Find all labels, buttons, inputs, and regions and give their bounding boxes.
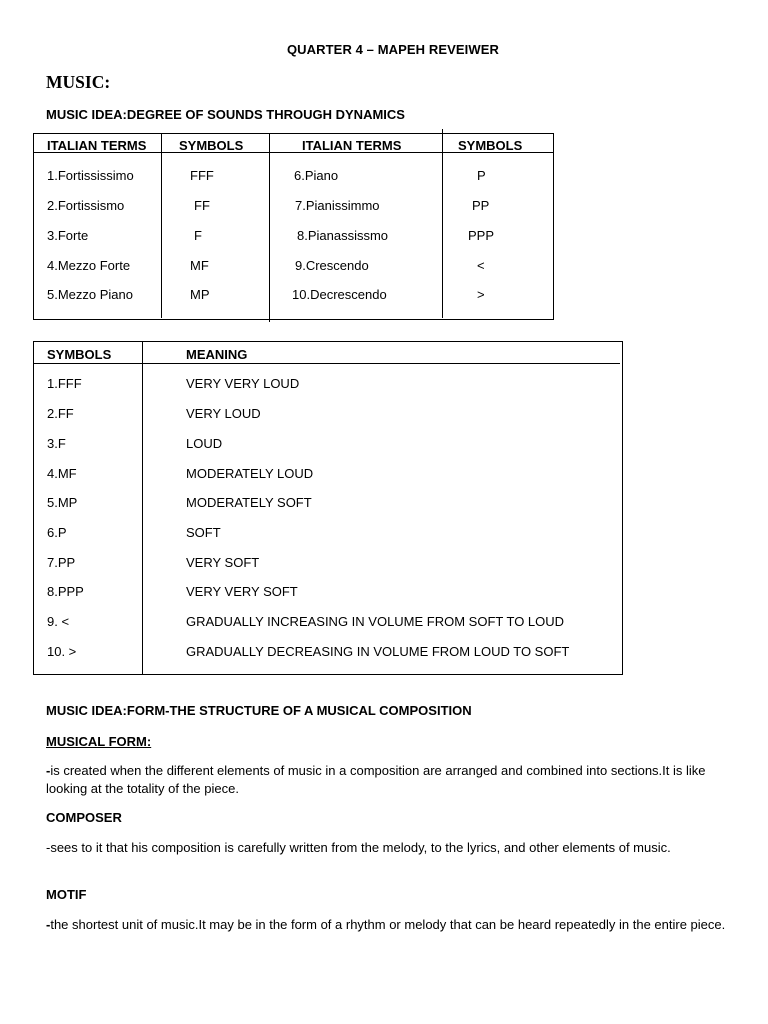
dynamics-meaning-table bbox=[33, 341, 623, 675]
table-header-cell: ITALIAN TERMS bbox=[47, 138, 147, 153]
definition-text: is created when the different elements of music in a composition are arranged and combined into sections.It is like looking at the totality of the piece. bbox=[46, 763, 706, 796]
table-header-divider bbox=[34, 363, 620, 364]
table-cell: 3.Forte bbox=[47, 228, 89, 243]
table-cell: PP bbox=[472, 198, 490, 213]
table-cell: 6.P bbox=[47, 525, 67, 540]
table-cell: 10.Decrescendo bbox=[292, 287, 387, 302]
motif-definition bbox=[46, 916, 726, 934]
column-divider bbox=[161, 134, 162, 318]
table-header-cell: SYMBOLS bbox=[458, 138, 523, 153]
table-cell: MF bbox=[190, 258, 209, 273]
table-cell: P bbox=[477, 168, 486, 183]
table-cell: MODERATELY SOFT bbox=[186, 495, 312, 510]
table-cell: 8.PPP bbox=[47, 584, 84, 599]
table-cell: 2.FF bbox=[47, 406, 74, 421]
table-cell: GRADUALLY INCREASING IN VOLUME FROM SOFT TO LOUD bbox=[186, 614, 565, 629]
table-cell: VERY VERY SOFT bbox=[186, 584, 298, 599]
table-cell: < bbox=[477, 258, 485, 273]
dynamics-terms-table bbox=[33, 133, 554, 320]
composer-heading: COMPOSER bbox=[46, 810, 122, 825]
document-title: QUARTER 4 – MAPEH REVEIWER bbox=[286, 42, 500, 57]
table-cell: GRADUALLY DECREASING IN VOLUME FROM LOUD TO SOFT bbox=[186, 644, 570, 659]
definition-dash: - bbox=[46, 763, 51, 778]
table-cell: 1.FFF bbox=[47, 376, 82, 391]
music-idea-dynamics: MUSIC IDEA:DEGREE OF SOUNDS THROUGH DYNAMICS bbox=[46, 107, 405, 122]
definition-text: the shortest unit of music.It may be in the form of a rhythm or melody that can be heard repeatedly in the entire piece. bbox=[50, 917, 726, 932]
musical-form-definition bbox=[46, 762, 726, 798]
table-cell: 9. < bbox=[47, 614, 70, 629]
definition-dash: - bbox=[46, 917, 51, 932]
table-cell: 3.F bbox=[47, 436, 66, 451]
table-cell: 8.Pianassissmo bbox=[297, 228, 389, 243]
table-cell: 7.Pianissimmo bbox=[295, 198, 380, 213]
column-divider bbox=[142, 342, 143, 674]
table-cell: PPP bbox=[468, 228, 495, 243]
table-cell: MP bbox=[190, 287, 210, 302]
table-cell: F bbox=[194, 228, 202, 243]
music-heading: MUSIC: bbox=[46, 72, 111, 92]
table-cell: VERY SOFT bbox=[186, 555, 260, 570]
table-cell: VERY LOUD bbox=[186, 406, 261, 421]
table-cell: LOUD bbox=[186, 436, 223, 451]
table-cell: 6.Piano bbox=[294, 168, 339, 183]
table-cell: 7.PP bbox=[47, 555, 76, 570]
table-cell: 4.MF bbox=[47, 466, 77, 481]
table-header-cell: ITALIAN TERMS bbox=[302, 138, 402, 153]
table-cell: 10. > bbox=[47, 644, 77, 659]
table-cell: 2.Fortissismo bbox=[47, 198, 125, 213]
table-cell: 4.Mezzo Forte bbox=[47, 258, 131, 273]
table-cell: FF bbox=[194, 198, 210, 213]
column-divider bbox=[269, 134, 270, 322]
table-cell: MODERATELY LOUD bbox=[186, 466, 314, 481]
table-cell: 5.MP bbox=[47, 495, 78, 510]
table-cell: 5.Mezzo Piano bbox=[47, 287, 133, 302]
musical-form-heading: MUSICAL FORM: bbox=[46, 734, 152, 749]
table-header-cell: MEANING bbox=[186, 347, 248, 362]
music-idea-form: MUSIC IDEA:FORM-THE STRUCTURE OF A MUSICAL COMPOSITION bbox=[46, 703, 472, 718]
table-cell: 1.Fortississimo bbox=[47, 168, 134, 183]
column-divider bbox=[442, 129, 443, 318]
table-cell: VERY VERY LOUD bbox=[186, 376, 300, 391]
composer-definition: -sees to it that his composition is carefully written from the melody, to the lyrics, and other elements of music. bbox=[46, 840, 671, 855]
table-cell: FFF bbox=[190, 168, 214, 183]
table-cell: 9.Crescendo bbox=[295, 258, 369, 273]
table-cell: SOFT bbox=[186, 525, 221, 540]
motif-heading: MOTIF bbox=[46, 887, 87, 902]
table-header-cell: SYMBOLS bbox=[179, 138, 244, 153]
table-header-cell: SYMBOLS bbox=[47, 347, 112, 362]
table-cell: > bbox=[477, 287, 485, 302]
